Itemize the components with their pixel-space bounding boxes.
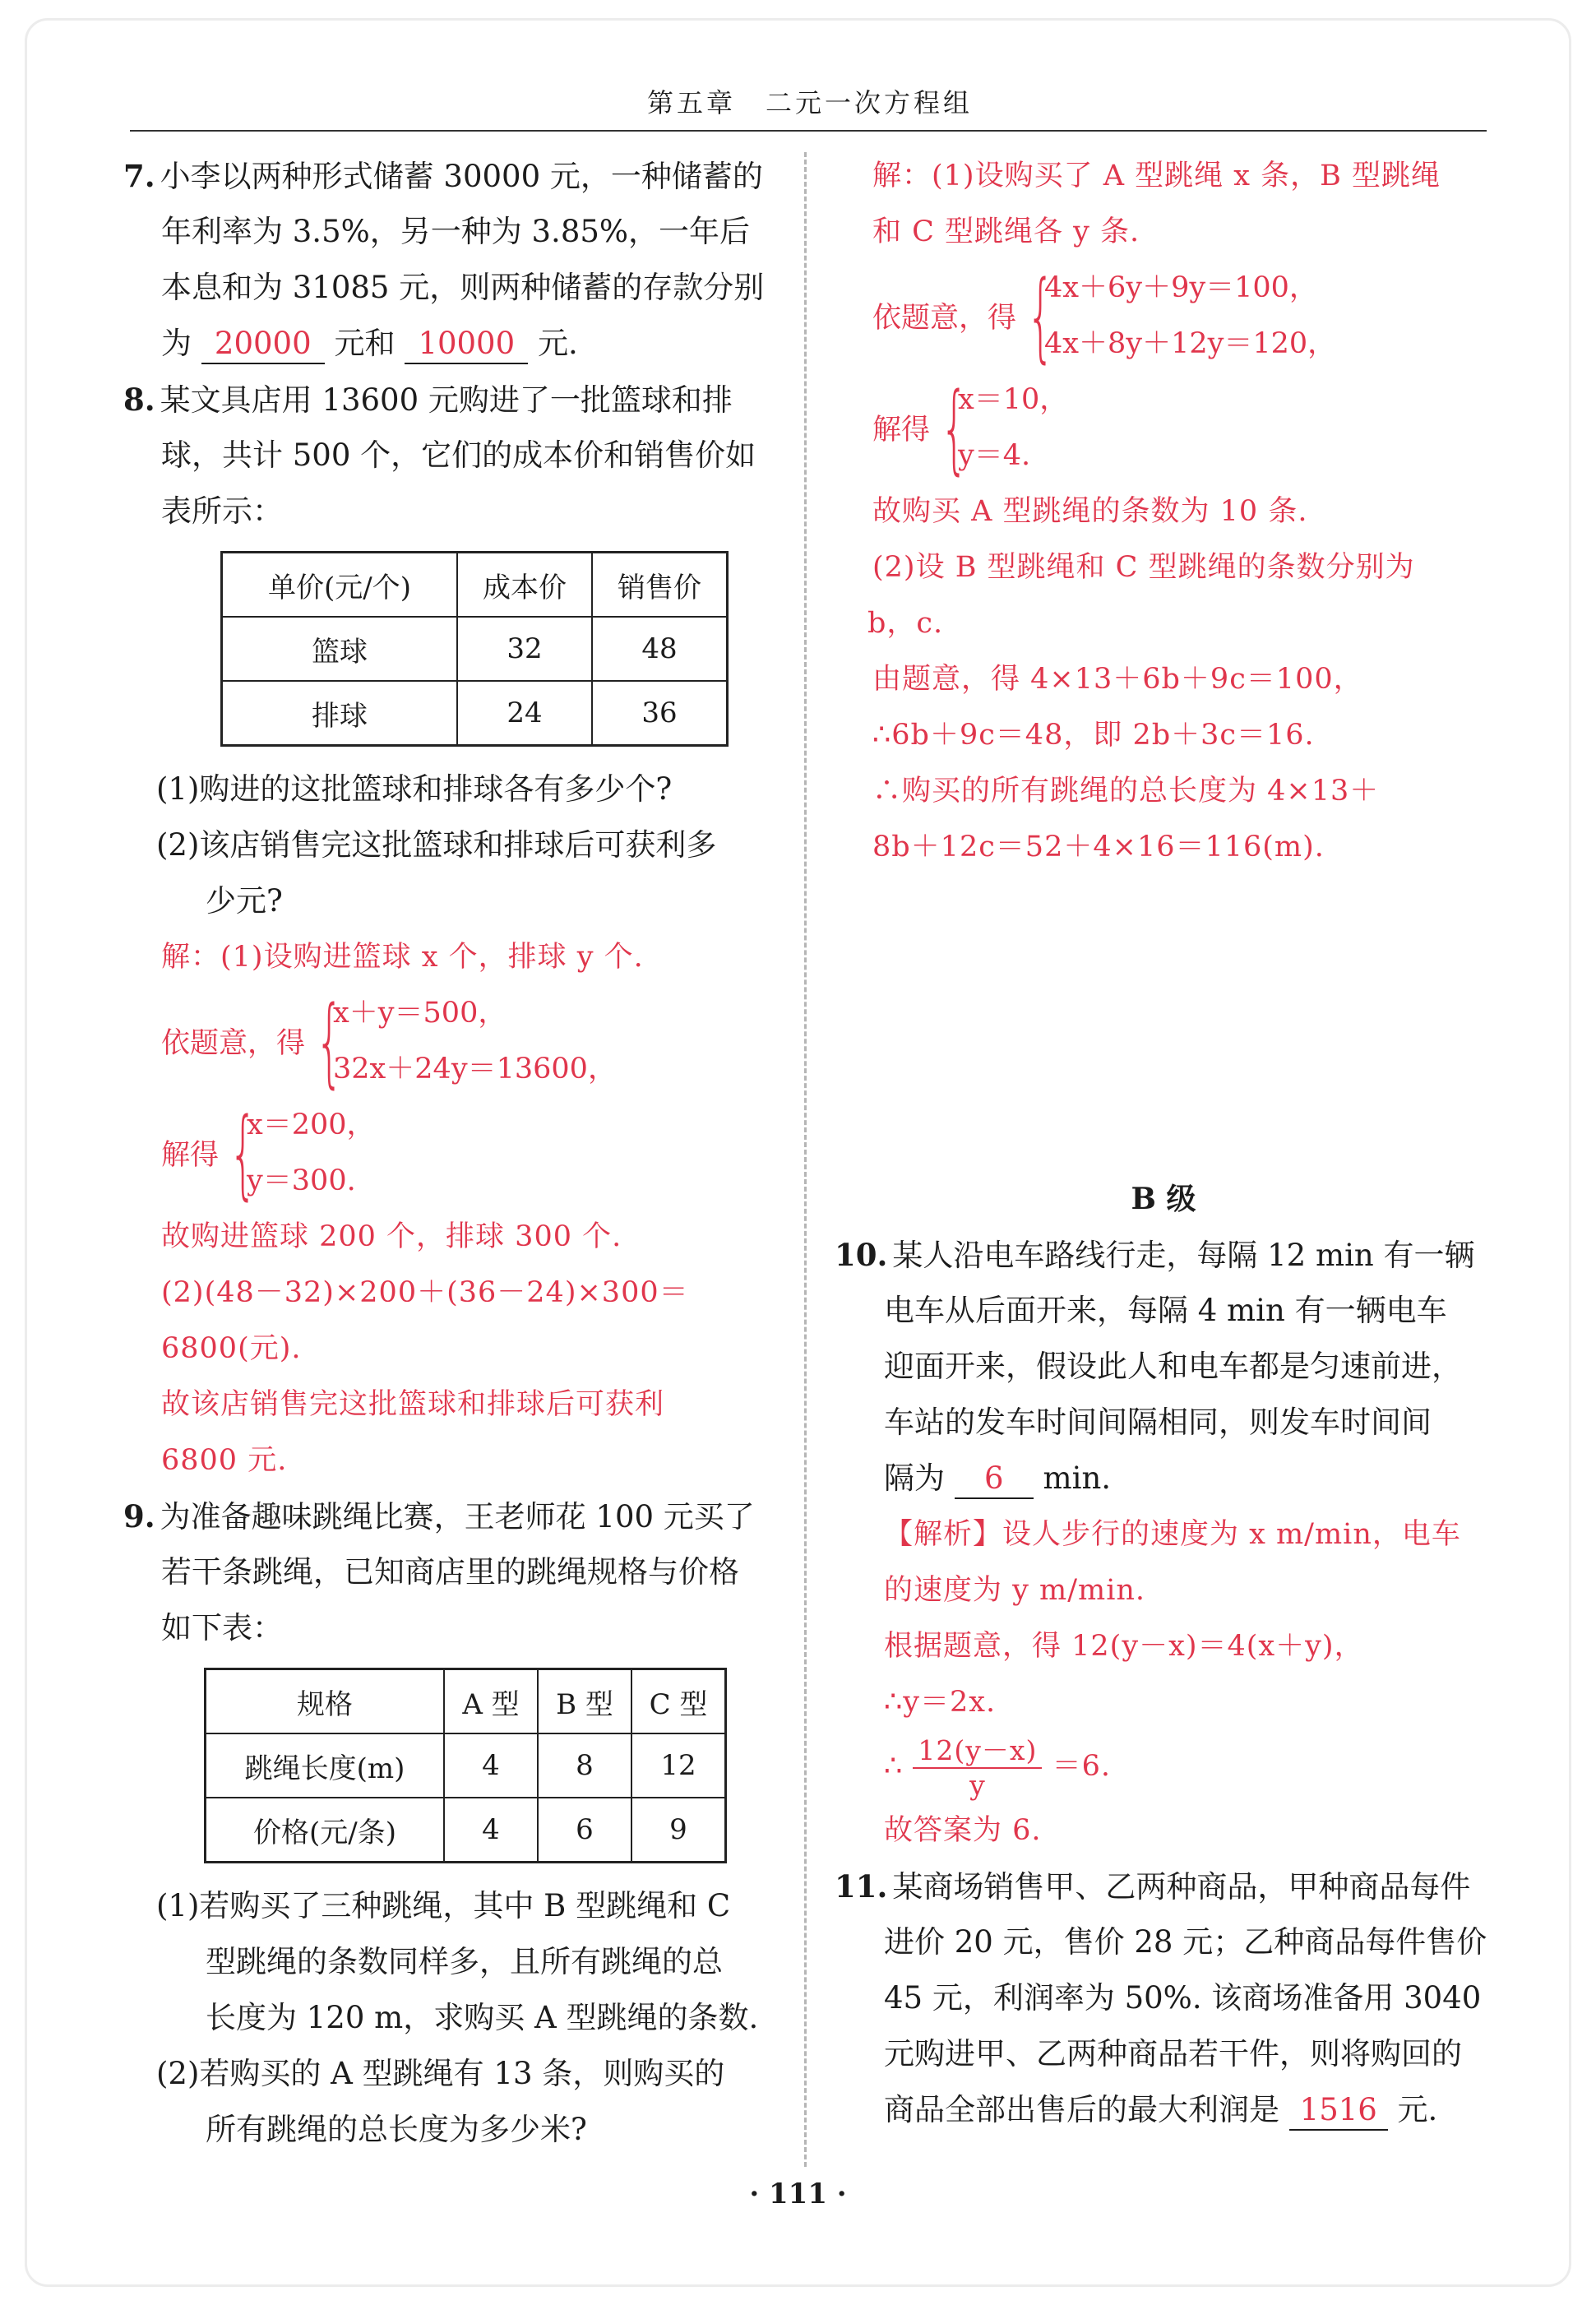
sub-question: (2)若购买的 A 型跳绳有 13 条，则购买的 [156, 2056, 725, 2091]
question-8 [123, 372, 781, 1488]
page-header: 第五章 二元一次方程组 [646, 87, 973, 118]
question-10 [835, 1227, 1492, 1858]
solution-line: b，c. [867, 607, 944, 640]
question-9-solution [835, 148, 1492, 875]
question-text: 为 [161, 326, 192, 361]
question-text: 隔为 [884, 1460, 945, 1496]
question-number: 11. [835, 1868, 888, 1905]
table-cell: 篮球 [222, 617, 458, 681]
equation-system [835, 372, 1492, 484]
equation: y＝4. [958, 439, 1031, 472]
fraction-result: ＝6. [1052, 1750, 1111, 1783]
answer-blank: 20000 [201, 325, 325, 364]
rope-spec-table [204, 1668, 727, 1863]
answer-blank: 6 [955, 1460, 1034, 1499]
question-number: 7. [123, 158, 155, 194]
solution-line: 6800 元. [161, 1444, 288, 1477]
question-text: 为准备趣味跳绳比赛，王老师花 100 元买了 [160, 1499, 755, 1534]
table-header: 销售价 [592, 553, 728, 618]
page-number: · 111 · [749, 2178, 847, 2210]
table-cell: 48 [592, 617, 728, 681]
table-header: A 型 [444, 1669, 538, 1734]
equation-system [835, 260, 1492, 372]
question-text: 电车从后面开来，每隔 4 min 有一辆电车 [884, 1293, 1447, 1328]
brace-symbol: { [315, 984, 344, 1098]
solution-line: 8b＋12c＝52＋4×16＝116(m). [872, 831, 1325, 863]
table-header: 成本价 [457, 553, 592, 618]
question-number: 10. [835, 1237, 888, 1273]
question-text: 迎面开来，假设此人和电车都是匀速前进， [884, 1349, 1462, 1384]
question-text: 年利率为 3.5%，另一种为 3.85%，一年后 [161, 214, 751, 249]
right-column [835, 148, 1492, 2138]
solution-line: 故该店销售完这批篮球和排球后可获利 [161, 1388, 665, 1421]
question-text: 元购进甲、乙两种商品若干件，则将购回的 [884, 2036, 1462, 2071]
price-table [220, 551, 729, 747]
solution-label: 解得 [872, 414, 931, 447]
left-column [123, 148, 781, 2158]
question-text: 若干条跳绳，已知商店里的跳绳规格与价格 [161, 1554, 739, 1590]
solution-line: 解：(1)设购进篮球 x 个，排球 y 个. [161, 941, 644, 974]
question-number: 8. [123, 382, 155, 418]
equation-system [123, 985, 781, 1097]
question-text: 球，共计 500 个，它们的成本价和销售价如 [161, 437, 756, 473]
question-text: min. [1043, 1460, 1112, 1496]
fraction-numerator: 12(y－x) [913, 1734, 1042, 1769]
sub-question: 型跳绳的条数同样多，且所有跳绳的总 [206, 1944, 723, 1979]
question-text: 元和 [334, 326, 396, 361]
solution-line: (2)(48－32)×200＋(36－24)×300＝ [161, 1276, 689, 1309]
question-7 [123, 148, 781, 372]
sub-question: (1)若购买了三种跳绳，其中 B 型跳绳和 C [156, 1888, 731, 1923]
question-text: 小李以两种形式储蓄 30000 元，一种储蓄的 [160, 159, 763, 194]
solution-label: 依题意，得 [872, 302, 1017, 335]
solution-line: ∴y＝2x. [884, 1686, 997, 1719]
equation: 32x＋24y＝13600， [333, 1053, 617, 1085]
table-cell: 9 [631, 1798, 726, 1863]
solution-line: 解：(1)设购买了 A 型跳绳 x 条，B 型跳绳 [872, 160, 1441, 192]
question-text: 元. [538, 326, 578, 361]
solution-line: 故答案为 6. [884, 1814, 1042, 1847]
brace-symbol: { [229, 1096, 257, 1210]
question-text: 商品全部出售后的最大利润是 [884, 2092, 1279, 2127]
question-text: 本息和为 31085 元，则两种储蓄的存款分别 [161, 270, 765, 305]
level-heading: B 级 [1131, 1182, 1196, 1216]
question-number: 9. [123, 1498, 155, 1534]
solution-line: (2)设 B 型跳绳和 C 型跳绳的条数分别为 [872, 551, 1415, 584]
column-divider [804, 152, 807, 2167]
question-text: 45 元，利润率为 50%. 该商场准备用 3040 [884, 1980, 1482, 2016]
solution-fraction-line [835, 1730, 1492, 1803]
table-cell: 4 [444, 1798, 538, 1863]
table-cell: 24 [457, 681, 592, 746]
solution-line: 和 C 型跳绳各 y 条. [872, 215, 1140, 248]
fraction [913, 1734, 1042, 1802]
table-header: 规格 [206, 1669, 445, 1734]
table-cell: 排球 [222, 681, 458, 746]
table-header: C 型 [631, 1669, 726, 1734]
sub-question: 少元? [206, 883, 283, 919]
table-cell: 12 [631, 1733, 726, 1798]
question-text: 进价 20 元，售价 28 元；乙种商品每件售价 [884, 1924, 1487, 1960]
solution-line: ∴6b＋9c＝48，即 2b＋3c＝16. [872, 719, 1315, 752]
answer-blank: 1516 [1289, 2091, 1388, 2131]
equation: x＝200， [247, 1109, 376, 1141]
table-cell: 跳绳长度(m) [206, 1733, 445, 1798]
equation: y＝300. [247, 1164, 356, 1197]
table-cell: 4 [444, 1733, 538, 1798]
question-text: 表所示： [161, 493, 283, 529]
question-text: 某人沿电车路线行走，每隔 12 min 有一辆 [892, 1238, 1475, 1273]
equation: x＝10， [958, 383, 1069, 416]
table-cell: 36 [592, 681, 728, 746]
question-9 [123, 1488, 781, 2158]
solution-label: 解得 [161, 1139, 220, 1172]
solution-line: 【解析】设人步行的速度为 x m/min，电车 [884, 1518, 1461, 1551]
solution-line: 6800(元). [161, 1332, 302, 1365]
equation: 4x＋8y＋12y＝120， [1044, 327, 1337, 360]
therefore-symbol: ∴ [884, 1750, 904, 1783]
brace-symbol: { [1026, 259, 1055, 373]
solution-label: 依题意，得 [161, 1027, 306, 1060]
question-text: 某文具店用 13600 元购进了一批篮球和排 [160, 382, 733, 418]
sub-question: (2)该店销售完这批篮球和排球后可获利多 [156, 827, 717, 863]
table-cell: 8 [538, 1733, 631, 1798]
header-rule [130, 130, 1487, 132]
question-text: 某商场销售甲、乙两种商品，甲种商品每件 [892, 1869, 1471, 1905]
solution-line: 由题意，得 4×13＋6b＋9c＝100， [872, 663, 1363, 696]
sub-question: 长度为 120 m，求购买 A 型跳绳的条数. [206, 2000, 759, 2035]
brace-symbol: { [940, 371, 969, 484]
solution-line: ∴购买的所有跳绳的总长度为 4×13＋ [872, 775, 1380, 808]
question-text: 元. [1397, 2092, 1438, 2127]
equation: 4x＋6y＋9y＝100， [1044, 271, 1318, 304]
solution-line: 故购买 A 型跳绳的条数为 10 条. [872, 495, 1308, 528]
solution-line: 的速度为 y m/min. [884, 1574, 1146, 1607]
table-header: B 型 [538, 1669, 631, 1734]
sub-question: 所有跳绳的总长度为多少米? [206, 2112, 587, 2147]
sub-question: (1)购进的这批篮球和排球各有多少个? [156, 771, 673, 807]
table-cell: 6 [538, 1798, 631, 1863]
table-header: 单价(元/个) [222, 553, 458, 618]
answer-blank: 10000 [405, 325, 528, 364]
equation-system [123, 1097, 781, 1209]
question-text: 如下表： [161, 1610, 283, 1645]
question-11 [835, 1858, 1492, 2138]
solution-line: 根据题意，得 12(y－x)＝4(x＋y)， [884, 1630, 1364, 1663]
table-cell: 价格(元/条) [206, 1798, 445, 1863]
equation: x＋y＝500， [333, 997, 507, 1030]
fraction-denominator: y [969, 1768, 986, 1801]
solution-line: 故购进篮球 200 个，排球 300 个. [161, 1220, 622, 1253]
table-cell: 32 [457, 617, 592, 681]
question-text: 车站的发车时间间隔相同，则发车时间间 [884, 1405, 1432, 1440]
